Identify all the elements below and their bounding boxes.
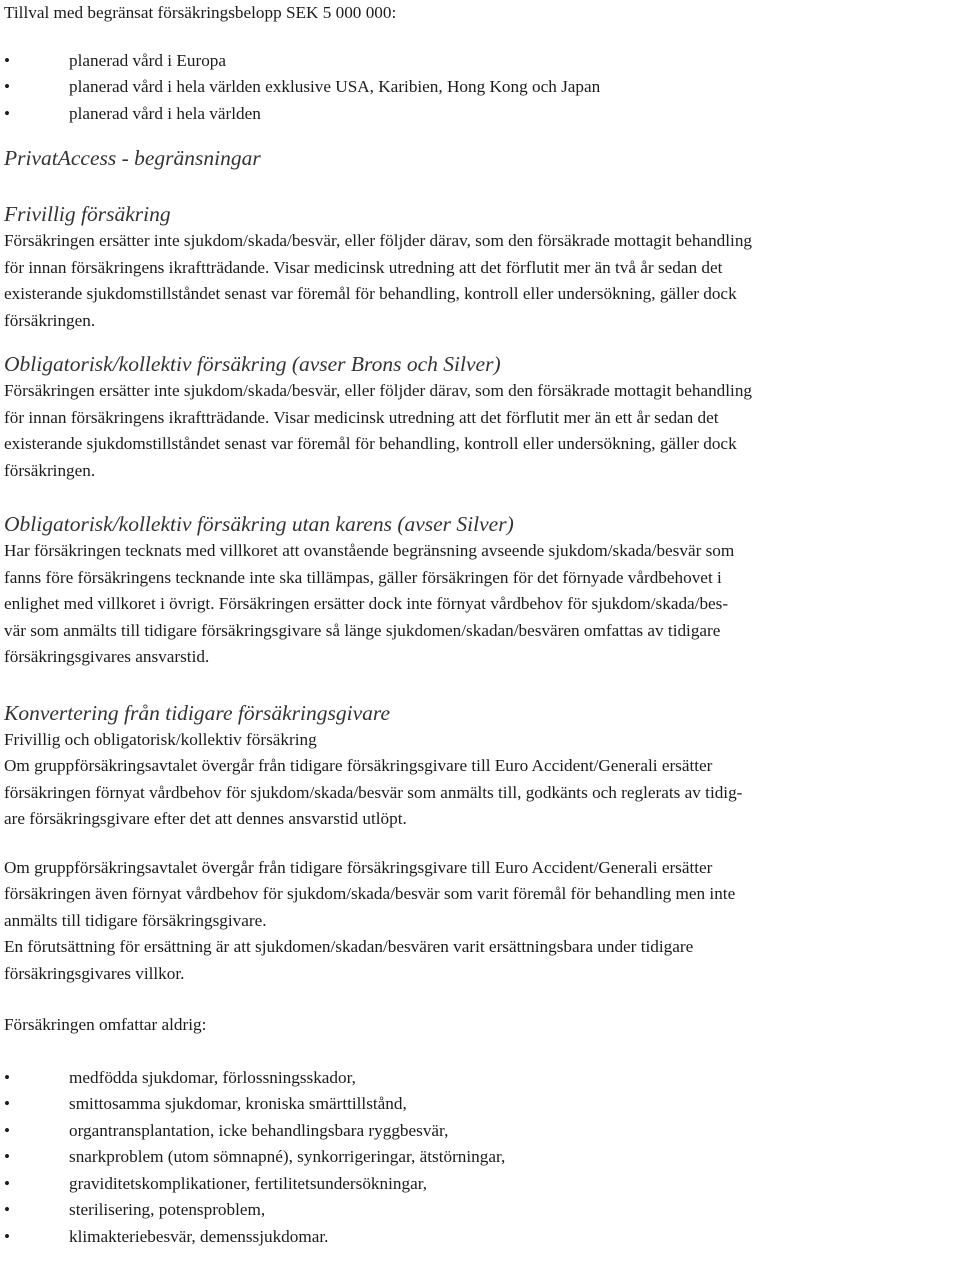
section-paragraph: Försäkringen ersätter inte sjukdom/skada/besvär, eller följder därav, som den försäkrade mottagit behandling för innan försäkringens ikraftträdande. Visar medicinsk utredning att det förflutit mer än två år sedan det existerande sjukdomstillståndet senast var föremål för behandling, kontroll eller undersökning, gäller dock försäkringen. (4, 231, 753, 330)
bullet-icon: • (4, 1200, 11, 1219)
bullet-icon: • (4, 1120, 11, 1140)
section-paragraph: Om gruppförsäkringsavtalet övergår från tidigare försäkringsgivare till Euro Accident/Generali ersätter försäkringen även förnyat vårdbehov för sjukdom/skada/besvär som varit föremål för behandling men inte anmälts till tidigare försäkringsgivare. En förutsättning för ersättning är att sjukdomen/skadan/besvären varit ersättningsbara under tidigare försäkringsgivares villkor. (4, 857, 736, 983)
bullet-icon: • (4, 1147, 11, 1166)
list-item: • organtransplantation, icke behandlingsbara ryggbesvär, (4, 1118, 960, 1145)
list-item: • klimakteriebesvär, demenssjukdomar. (4, 1224, 960, 1251)
bullet-icon: • (4, 1067, 11, 1087)
section-heading: Frivillig försäkring (4, 202, 171, 226)
exclusions-intro: Försäkringen omfattar aldrig: (4, 1015, 207, 1034)
section-paragraph: Om gruppförsäkringsavtalet övergår från tidigare försäkringsgivare till Euro Accident/Generali ersätter försäkringen förnyat vårdbehov för sjukdom/skada/besvär som anmälts till, godkänts och reglerats av tidig- are försäkringsgivare efter det att dennes ansvarstid utlöpt. (4, 756, 743, 828)
list-item: • smittosamma sjukdomar, kroniska smärttillstånd, (4, 1091, 960, 1118)
section-paragraph: Har försäkringen tecknats med villkoret att ovanstående begränsning avseende sjukdom/skada/besvär som fanns före försäkringens tecknande inte ska tillämpas, gäller försäkringen för det förnyade vårdbehovet i enlighet med villkoret i övrigt. Försäkringen ersätter dock inte förnyat vårdbehov för sjukdom/skada/bes- vär som anmälts till tidigare försäkringsgivare så länge sjukdomen/skadan/besvären omfattas av tidigare försäkringsgivares ansvarstid. (4, 541, 735, 666)
list-item: • planerad vård i hela världen exklusive USA, Karibien, Hong Kong och Japan (4, 74, 960, 101)
bullet-icon: • (4, 1226, 11, 1246)
section-heading: Konvertering från tidigare försäkringsgivare (4, 700, 390, 725)
main-heading: PrivatAccess - begränsningar (4, 146, 261, 170)
list-item: • planerad vård i hela världen (4, 101, 960, 128)
list-item: • medfödda sjukdomar, förlossningsskador, (4, 1065, 960, 1092)
bullet-icon: • (4, 50, 11, 70)
document-page (4, 0, 960, 1250)
bullet-icon: • (4, 1173, 11, 1193)
section-subheading: Frivillig och obligatorisk/kollektiv försäkring (4, 729, 317, 749)
bullet-list-top (4, 48, 960, 128)
list-item: • snarkproblem (utom sömnapné), synkorrigeringar, ätstörningar, (4, 1144, 960, 1171)
section-heading: Obligatorisk/kollektiv försäkring (avser Brons och Silver) (4, 352, 501, 376)
bullet-icon: • (4, 77, 11, 96)
list-item: • sterilisering, potensproblem, (4, 1197, 960, 1224)
list-item: • planerad vård i Europa (4, 48, 960, 75)
intro-text: Tillval med begränsat försäkringsbelopp SEK 5 000 000: (4, 3, 397, 22)
bullet-icon: • (4, 1094, 11, 1113)
list-item: • graviditetskomplikationer, fertilitetsundersökningar, (4, 1171, 960, 1198)
section-paragraph: Försäkringen ersätter inte sjukdom/skada/besvär, eller följder därav, som den försäkrade mottagit behandling för innan försäkringens ikraftträdande. Visar medicinsk utredning att det förflutit mer än ett år sedan det existerande sjukdomstillståndet senast var föremål för behandling, kontroll eller undersökning, gäller dock försäkringen. (4, 381, 753, 480)
bullet-icon: • (4, 103, 11, 123)
bullet-list-bottom (4, 1065, 960, 1251)
section-heading: Obligatorisk/kollektiv försäkring utan karens (avser Silver) (4, 512, 514, 536)
